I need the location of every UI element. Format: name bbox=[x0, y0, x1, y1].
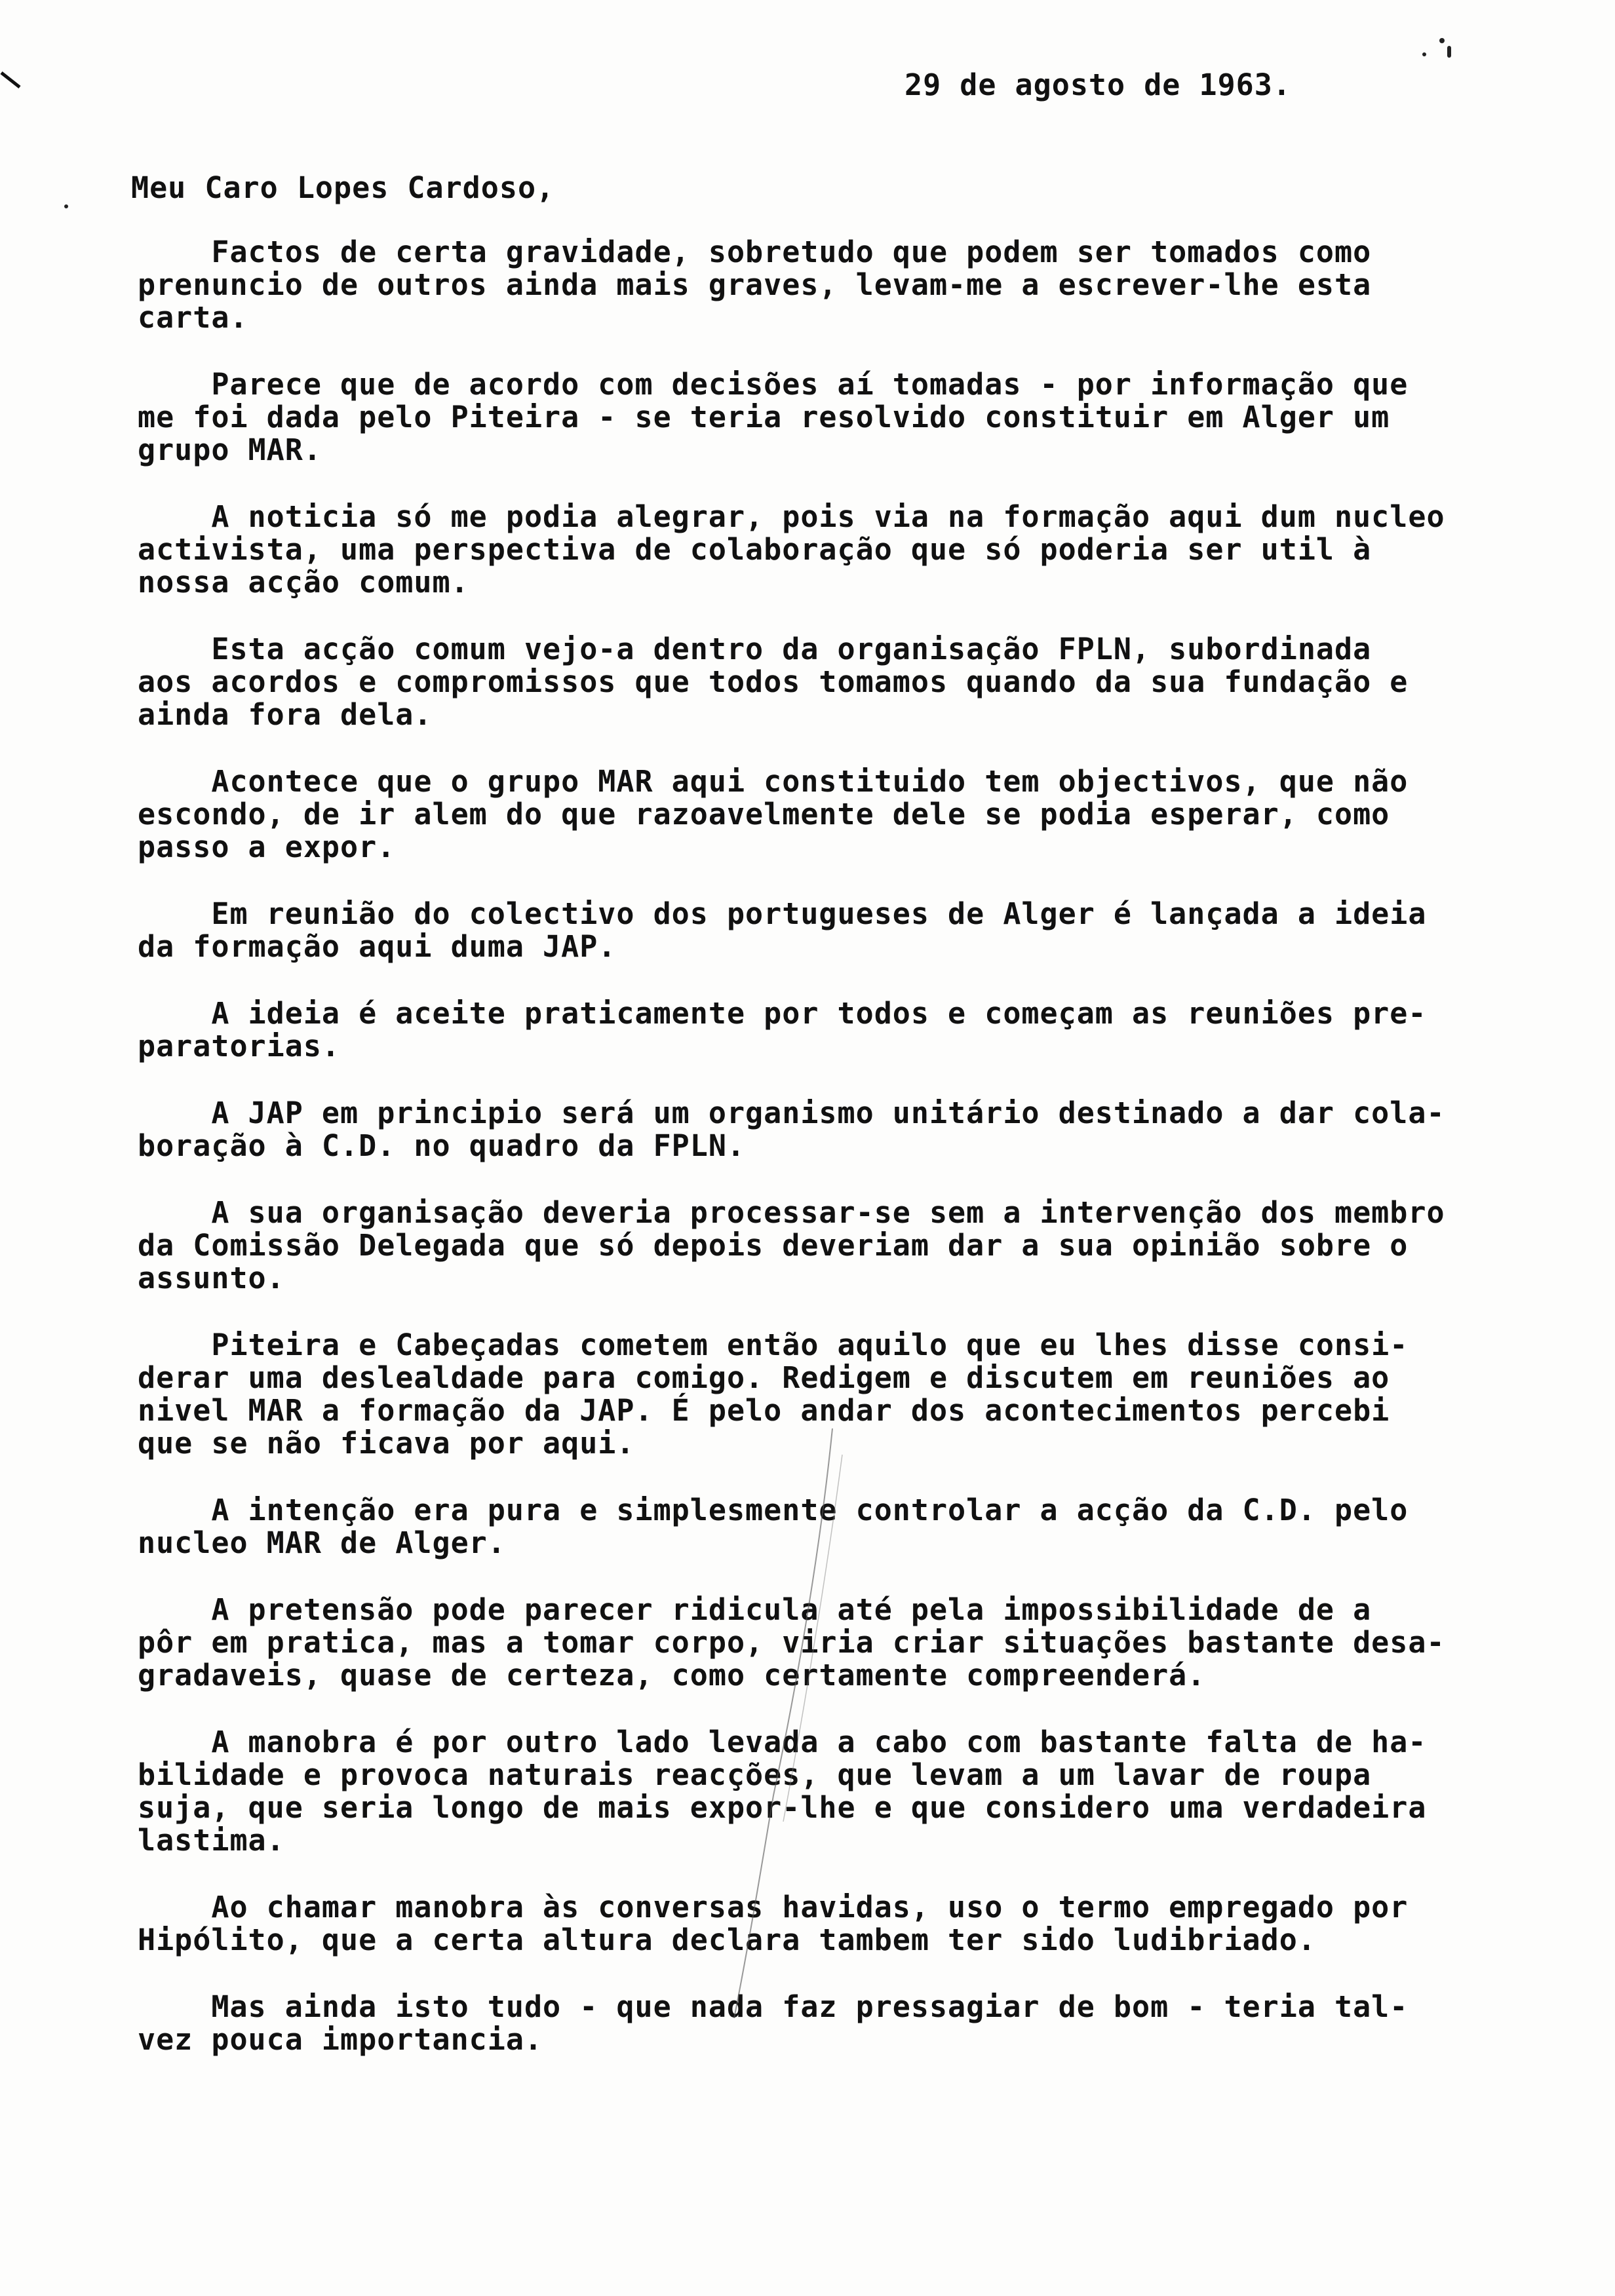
paragraph-line: Em reunião do colectivo dos portugueses de Alger é lançada a ideia bbox=[138, 896, 1427, 931]
paragraph-line: carta. bbox=[138, 300, 248, 335]
paragraph-line: A pretensão pode parecer ridicula até pela impossibilidade de a bbox=[138, 1592, 1372, 1627]
paragraph-line: A noticia só me podia alegrar, pois via na formação aqui dum nucleo bbox=[138, 499, 1445, 534]
paragraph-line: vez pouca importancia. bbox=[138, 2022, 543, 2057]
paragraph-line: me foi dada pelo Piteira - se teria resolvido constituir em Alger um bbox=[138, 400, 1390, 434]
paragraph-line: Hipólito, que a certa altura declara tambem ter sido ludibriado. bbox=[138, 1923, 1316, 1957]
paragraph-line: grupo MAR. bbox=[138, 432, 322, 467]
paragraph-line: nucleo MAR de Alger. bbox=[138, 1525, 506, 1560]
paragraph-line: Esta acção comum vejo-a dentro da organisação FPLN, subordinada bbox=[138, 632, 1372, 666]
letter-paragraph bbox=[138, 765, 1514, 864]
paragraph-line: ainda fora dela. bbox=[138, 697, 433, 732]
paragraph-line: assunto. bbox=[138, 1261, 285, 1295]
letter-paragraph bbox=[138, 236, 1514, 334]
paragraph-line: Parece que de acordo com decisões aí tomadas - por informação que bbox=[138, 367, 1409, 402]
paragraph-line: A JAP em principio será um organismo unitário destinado a dar cola- bbox=[138, 1096, 1445, 1130]
paragraph-line: boração à C.D. no quadro da FPLN. bbox=[138, 1128, 746, 1163]
paragraph-line: prenuncio de outros ainda mais graves, levam-me a escrever-lhe esta bbox=[138, 267, 1372, 302]
ink-speck bbox=[1422, 52, 1426, 56]
paragraph-line: escondo, de ir alem do que razoavelmente dele se podia esperar, como bbox=[138, 797, 1390, 832]
paragraph-line: nivel MAR a formação da JAP. É pelo andar dos acontecimentos percebi bbox=[138, 1393, 1390, 1428]
letter-paragraph bbox=[138, 1196, 1514, 1295]
paragraph-line: Mas ainda isto tudo - que nada faz pressagiar de bom - teria tal- bbox=[138, 1989, 1409, 2024]
paper-crease-mark bbox=[695, 1428, 865, 2018]
paragraph-line: passo a expor. bbox=[138, 830, 396, 864]
letter-salutation: Meu Caro Lopes Cardoso, bbox=[131, 170, 555, 205]
paragraph-line: A intenção era pura e simplesmente controlar a acção da C.D. pelo bbox=[138, 1493, 1409, 1527]
paragraph-line: suja, que seria longo de mais expor-lhe e que considero uma verdadeira bbox=[138, 1790, 1427, 1825]
letter-paragraph bbox=[138, 997, 1514, 1063]
ink-speck bbox=[1439, 38, 1445, 43]
letter-paragraph bbox=[138, 501, 1514, 599]
paragraph-line: da Comissão Delegada que só depois deveriam dar a sua opinião sobre o bbox=[138, 1228, 1409, 1263]
paragraph-line: A ideia é aceite praticamente por todos e começam as reuniões pre- bbox=[138, 996, 1427, 1031]
paragraph-line: activista, uma perspectiva de colaboração que só poderia ser util à bbox=[138, 532, 1372, 567]
letter-paragraph bbox=[138, 368, 1514, 467]
paragraph-line: Ao chamar manobra às conversas havidas, uso o termo empregado por bbox=[138, 1890, 1409, 1924]
paragraph-line: da formação aqui duma JAP. bbox=[138, 929, 617, 964]
paragraph-line: paratorias. bbox=[138, 1029, 341, 1063]
paragraph-line: aos acordos e compromissos que todos tomamos quando da sua fundação e bbox=[138, 664, 1409, 699]
paragraph-line: A manobra é por outro lado levada a cabo com bastante falta de ha- bbox=[138, 1725, 1427, 1759]
paragraph-line: A sua organisação deveria processar-se sem a intervenção dos membro bbox=[138, 1195, 1445, 1230]
paragraph-line: bilidade e provoca naturais reacções, que levam a um lavar de roupa bbox=[138, 1757, 1372, 1792]
letter-paragraph bbox=[138, 1097, 1514, 1162]
paragraph-line: derar uma deslealdade para comigo. Redigem e discutem em reuniões ao bbox=[138, 1360, 1390, 1395]
paragraph-line: Factos de certa gravidade, sobretudo que podem ser tomados como bbox=[138, 235, 1372, 269]
letter-date: 29 de agosto de 1963. bbox=[905, 67, 1291, 102]
ink-speck bbox=[1447, 46, 1451, 58]
letter-paragraph bbox=[138, 898, 1514, 963]
paragraph-line: lastima. bbox=[138, 1823, 285, 1858]
paragraph-line: pôr em pratica, mas a tomar corpo, viria criar situações bastante desa- bbox=[138, 1625, 1445, 1660]
letter-paragraph bbox=[138, 633, 1514, 731]
paragraph-line: gradaveis, quase de certeza, como certamente compreenderá. bbox=[138, 1658, 1206, 1693]
paragraph-line: Piteira e Cabeçadas cometem então aquilo que eu lhes disse consi- bbox=[138, 1328, 1409, 1362]
paragraph-line: que se não ficava por aqui. bbox=[138, 1426, 635, 1461]
paragraph-line: nossa acção comum. bbox=[138, 565, 469, 600]
ink-speck bbox=[64, 204, 68, 208]
corner-mark-icon bbox=[0, 69, 22, 91]
paragraph-line: Acontece que o grupo MAR aqui constituido tem objectivos, que não bbox=[138, 764, 1409, 799]
